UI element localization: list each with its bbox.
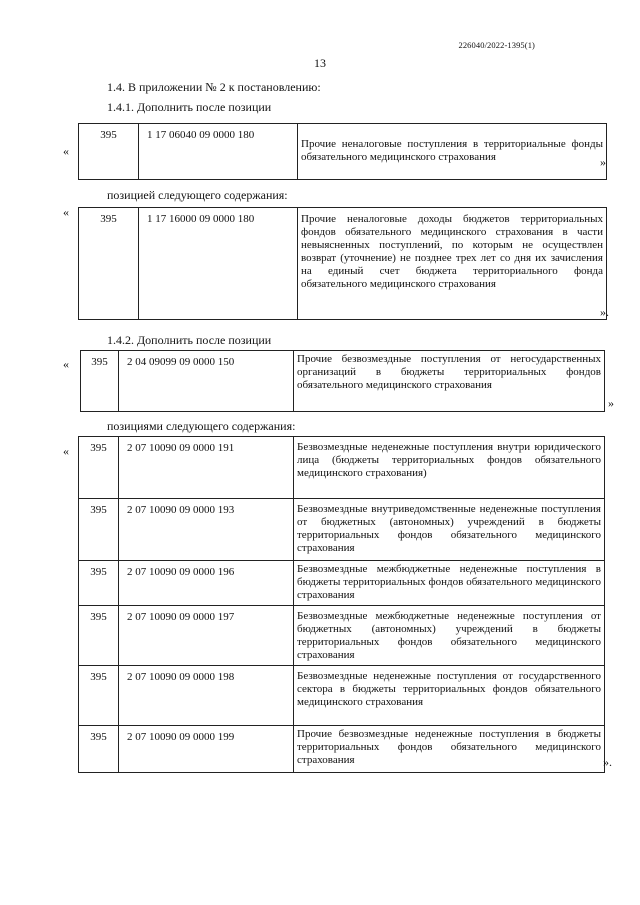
- name-cell: Безвозмездные межбюджетные неденежные поступления в бюджеты территориальных фондов обязательного медицинского страхования: [294, 561, 605, 606]
- admin-code-cell: 395: [79, 561, 119, 606]
- table-row: [79, 666, 605, 726]
- table-1: [78, 123, 607, 180]
- admin-code-cell: 395: [79, 437, 119, 499]
- table-4: [78, 436, 605, 773]
- close-quote: ».: [603, 755, 612, 769]
- admin-code-cell: 395: [79, 666, 119, 726]
- budget-code-cell: 2 07 10090 09 0000 191: [119, 437, 294, 499]
- budget-code-cell: 2 04 09099 09 0000 150: [119, 351, 294, 412]
- table-row: [79, 124, 607, 180]
- name-cell: Прочие безвозмездные поступления от негосударственных организаций в бюджеты территориальных фондов обязательного медицинского страхования: [294, 351, 605, 412]
- budget-code-cell: 2 07 10090 09 0000 198: [119, 666, 294, 726]
- close-quote: »: [608, 396, 614, 410]
- name-cell: Безвозмездные неденежные поступления внутри юридического лица (бюджеты территориальных фондов обязательного медицинского страхования): [294, 437, 605, 499]
- table-row: [81, 351, 605, 412]
- admin-code-cell: 395: [79, 606, 119, 666]
- budget-code-cell: 2 07 10090 09 0000 196: [119, 561, 294, 606]
- table-row: [79, 208, 607, 320]
- table-row: [79, 606, 605, 666]
- budget-code-cell: 1 17 06040 09 0000 180: [139, 124, 298, 180]
- position-following-text: позицией следующего содержания:: [107, 188, 288, 202]
- admin-code-cell: 395: [79, 726, 119, 773]
- section-heading: 1.4. В приложении № 2 к постановлению:: [107, 80, 321, 94]
- budget-code-cell: 2 07 10090 09 0000 199: [119, 726, 294, 773]
- table-row: [79, 499, 605, 561]
- table-row: [79, 561, 605, 606]
- page-number: 13: [314, 56, 326, 70]
- admin-code-cell: 395: [79, 124, 139, 180]
- open-quote: «: [63, 357, 69, 371]
- name-cell: Безвозмездные межбюджетные неденежные поступления от бюджетных (автономных) учреждений в бюджеты территориальных фондов обязательного медицинского страхования: [294, 606, 605, 666]
- open-quote: «: [63, 144, 69, 158]
- budget-code-cell: 1 17 16000 09 0000 180: [139, 208, 298, 320]
- name-cell: Прочие неналоговые поступления в территориальные фонды обязательного медицинского страхования: [298, 124, 607, 180]
- table-row: [79, 726, 605, 773]
- table-row: [79, 437, 605, 499]
- close-quote: »: [600, 155, 606, 169]
- admin-code-cell: 395: [79, 208, 139, 320]
- admin-code-cell: 395: [79, 499, 119, 561]
- name-cell: Прочие неналоговые доходы бюджетов территориальных фондов обязательного медицинского страхования в части невыясненных поступлений, по которым не осуществлен возврат (уточнение) не позднее трех лет со дня их зачисления на единый счет бюджета территориального фонда обязательного медицинского страхования: [298, 208, 607, 320]
- budget-code-cell: 2 07 10090 09 0000 197: [119, 606, 294, 666]
- admin-code-cell: 395: [81, 351, 119, 412]
- name-cell: Безвозмездные внутриведомственные неденежные поступления от бюджетных (автономных) учреждений в бюджеты территориальных фондов обязательного медицинского страхования: [294, 499, 605, 561]
- budget-code-cell: 2 07 10090 09 0000 193: [119, 499, 294, 561]
- open-quote: «: [63, 205, 69, 219]
- positions-following-text: позициями следующего содержания:: [107, 419, 296, 433]
- name-cell: Безвозмездные неденежные поступления от государственного сектора в бюджеты территориальных фондов обязательного медицинского страхования: [294, 666, 605, 726]
- close-quote: ».: [600, 305, 609, 319]
- document-code: 226040/2022-1395(1): [458, 40, 535, 50]
- item-1-4-2: 1.4.2. Дополнить после позиции: [107, 333, 272, 347]
- table-3: [80, 350, 605, 412]
- name-cell: Прочие безвозмездные неденежные поступления в бюджеты территориальных фондов обязательного медицинского страхования: [294, 726, 605, 773]
- item-1-4-1: 1.4.1. Дополнить после позиции: [107, 100, 272, 114]
- open-quote: «: [63, 444, 69, 458]
- table-2: [78, 207, 607, 320]
